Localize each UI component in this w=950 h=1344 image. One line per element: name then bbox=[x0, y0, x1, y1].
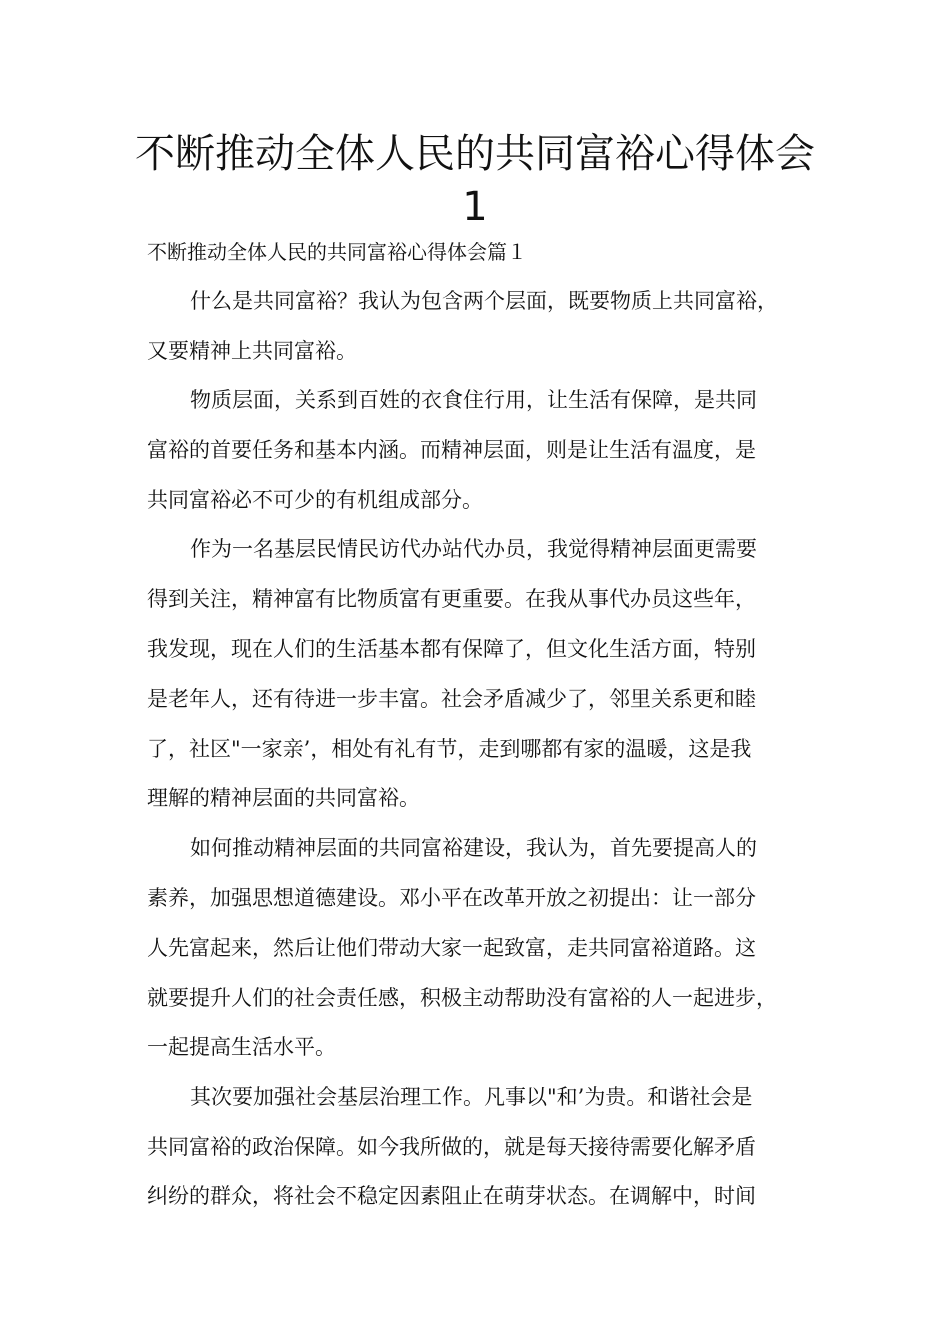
paragraph-3-line-1: 作为一名基层民情民访代办站代办员，我觉得精神层面更需要 bbox=[190, 537, 757, 561]
paragraph-4-line-4: 就要提升人们的社会责任感，积极主动帮助没有富裕的人一起进步， bbox=[147, 986, 777, 1010]
document-subtitle: 不断推动全体人民的共同富裕心得体会篇１ bbox=[147, 240, 527, 264]
paragraph-4-line-1: 如何推动精神层面的共同富裕建设，我认为，首先要提高人的 bbox=[190, 836, 757, 860]
paragraph-2-line-2: 富裕的首要任务和基本内涵。而精神层面，则是让生活有温度，是 bbox=[147, 438, 756, 462]
paragraph-3-line-4: 是老年人，还有待进一步丰富。社会矛盾减少了，邻里关系更和睦 bbox=[147, 687, 756, 711]
paragraph-3-line-2: 得到关注，精神富有比物质富有更重要。在我从事代办员这些年， bbox=[147, 587, 756, 611]
paragraph-5-line-1: 其次要加强社会基层治理工作。凡事以"和’为贵。和谐社会是 bbox=[190, 1085, 753, 1109]
paragraph-4-line-3: 人先富起来，然后让他们带动大家一起致富，走共同富裕道路。这 bbox=[147, 936, 756, 960]
document-title-line-2: 1 bbox=[462, 184, 488, 230]
paragraph-3-line-3: 我发现，现在人们的生活基本都有保障了，但文化生活方面，特别 bbox=[147, 637, 756, 661]
paragraph-4-line-5: 一起提高生活水平。 bbox=[147, 1035, 336, 1059]
paragraph-4-line-2: 素养，加强思想道德建设。邓小平在改革开放之初提出：让一部分 bbox=[147, 886, 756, 910]
paragraph-2-line-1: 物质层面，关系到百姓的衣食住行用，让生活有保障，是共同 bbox=[190, 388, 757, 412]
paragraph-2-line-3: 共同富裕必不可少的有机组成部分。 bbox=[147, 488, 483, 512]
paragraph-5-line-2: 共同富裕的政治保障。如今我所做的，就是每天接待需要化解矛盾 bbox=[147, 1135, 756, 1159]
paragraph-1-line-2: 又要精神上共同富裕。 bbox=[147, 339, 357, 363]
paragraph-1-line-1: 什么是共同富裕？我认为包含两个层面，既要物质上共同富裕， bbox=[190, 289, 778, 313]
paragraph-3-line-6: 理解的精神层面的共同富裕。 bbox=[147, 786, 420, 810]
paragraph-3-line-5: 了，社区"一家亲’，相处有礼有节，走到哪都有家的温暖，这是我 bbox=[147, 737, 752, 761]
paragraph-5-line-3: 纠纷的群众，将社会不稳定因素阻止在萌芽状态。在调解中，时间 bbox=[147, 1184, 756, 1208]
document-title-line-1: 不断推动全体人民的共同富裕心得体会 bbox=[135, 131, 815, 177]
